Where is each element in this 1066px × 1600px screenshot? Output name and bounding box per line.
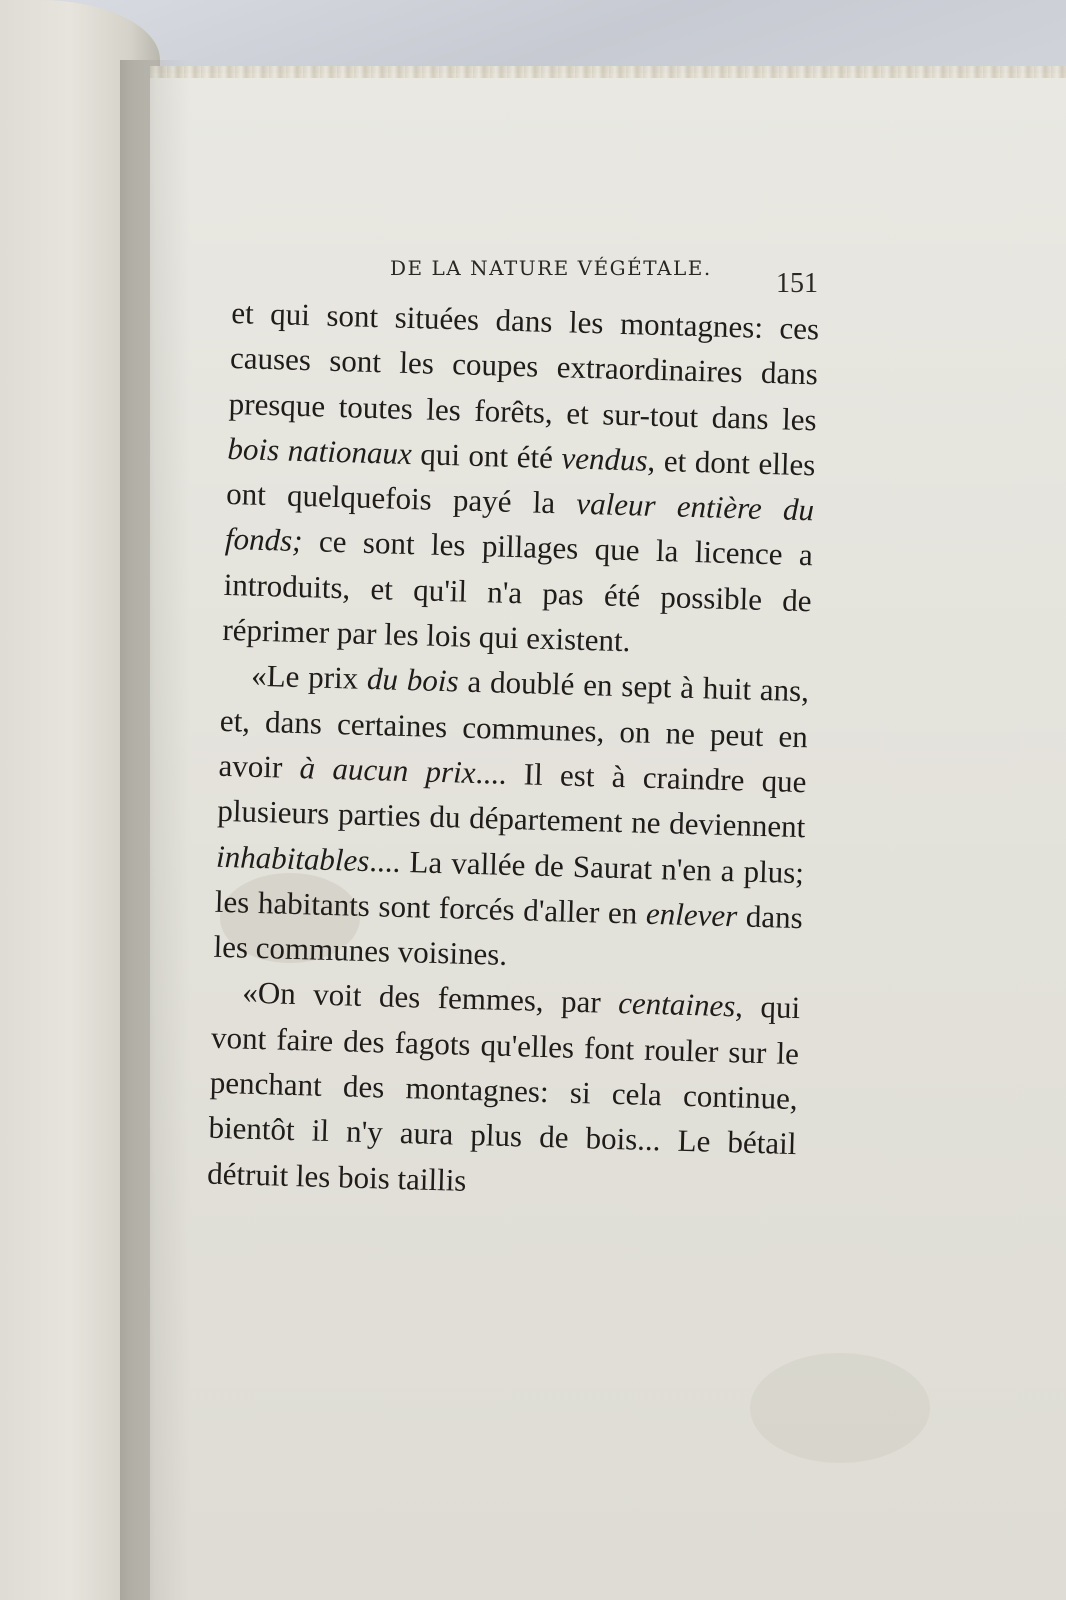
deckled-top-edge	[150, 66, 1066, 78]
paragraph-1	[222, 290, 820, 669]
text-run: .... Il est à craindre que plusieurs parties du département ne deviennent	[216, 754, 807, 845]
text-run: ce sont les pillages que la licence a introduits, et qu'il n'a pas été possible de réprimer par les lois qui existent.	[222, 523, 814, 659]
text-run: «On voit des femmes, par	[241, 975, 619, 1021]
text-run: dans les communes voisines.	[213, 898, 804, 973]
text-run: , et dont elles ont quelquefois payé la	[225, 442, 816, 521]
text-run: et qui sont situées dans les montagnes: ces causes sont les coupes extraordinaires dans presque toutes les forêts, et sur-tout dans les	[228, 294, 820, 437]
italic-run: centaines	[617, 985, 736, 1024]
text-run: «Le prix	[250, 658, 368, 697]
gutter-shadow	[120, 60, 190, 1600]
body-text	[207, 290, 820, 1212]
italic-run: valeur entière du fonds;	[224, 485, 815, 559]
page-number: 151	[776, 268, 818, 299]
text-run: , qui vont faire des fagots qu'elles font rouler sur le penchant des montagnes: si cela continue, bientôt il n'y aura plus de bois... Le bétail détruit les bois taillis	[206, 988, 801, 1198]
italic-run: enlever	[645, 895, 738, 934]
text-run: a doublé en sept à huit ans, et, dans certaines communes, on ne peut en avoir	[218, 663, 810, 786]
italic-run: du bois	[366, 661, 460, 699]
running-head: DE LA NATURE VÉGÉTALE.	[390, 256, 712, 280]
italic-run: inhabitables	[215, 838, 370, 878]
text-run: qui ont été	[411, 435, 562, 476]
italic-run: vendus	[561, 440, 649, 478]
paragraph-3	[207, 969, 801, 1212]
italic-run: bois nationaux	[227, 430, 413, 471]
text-run: .... La vallée de Saurat n'en a plus; les habitants sont forcés d'aller en	[214, 842, 805, 931]
paragraph-2	[213, 652, 810, 985]
italic-run: à aucun prix	[299, 750, 477, 790]
